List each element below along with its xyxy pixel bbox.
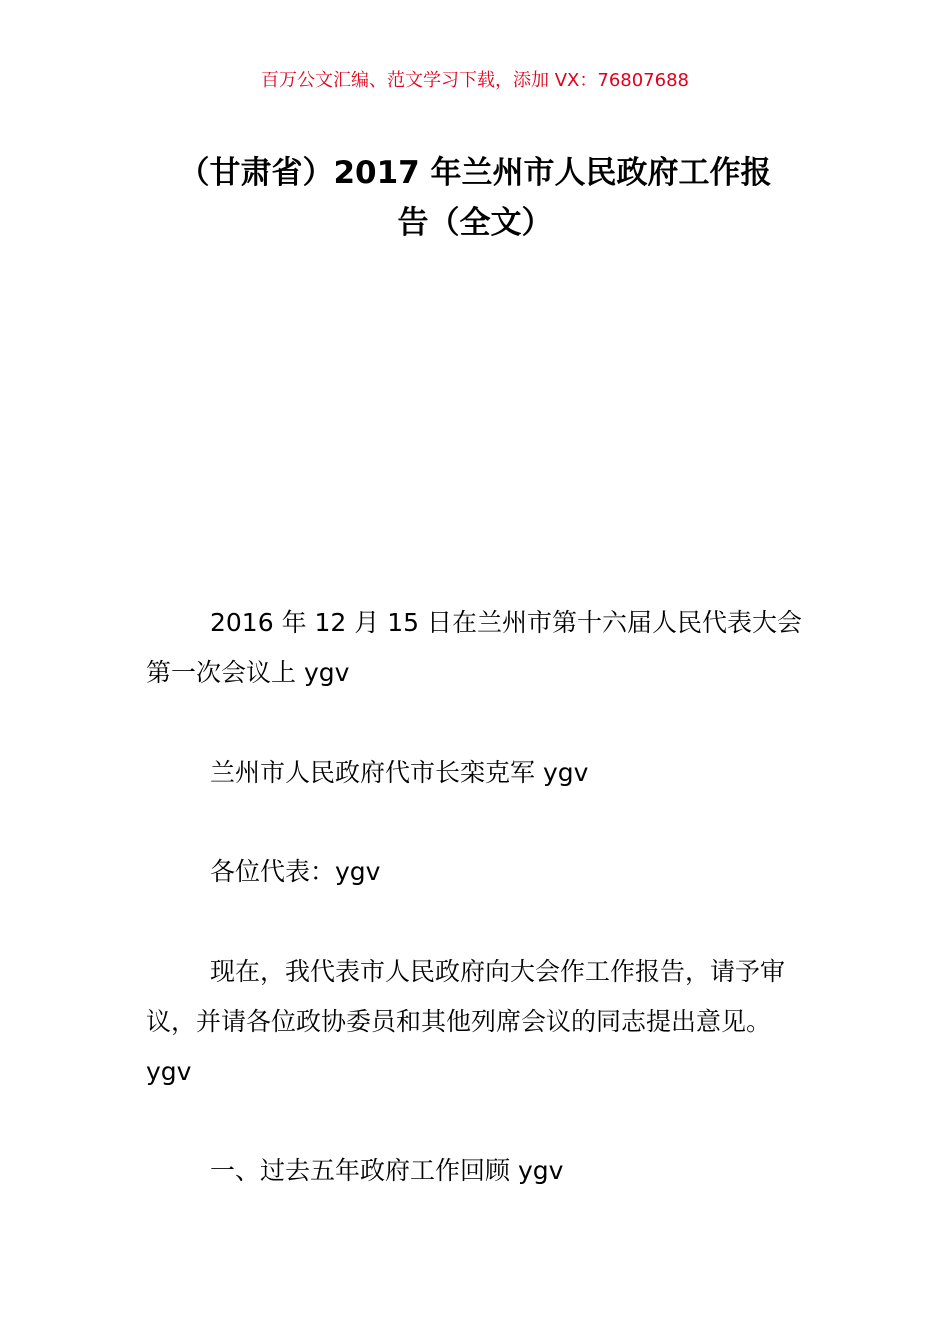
title-line-1: （甘肃省）2017 年兰州市人民政府工作报 [178,155,772,191]
paragraph-text: 兰州市人民政府代市长栾克军 ygv [210,758,589,787]
title-line-2: 告（全文） [397,205,553,241]
paragraph-text: 现在，我代表市人民政府向大会作工作报告，请予审议，并请各位政协委员和其他列席会议的同志提出意见。ygv [146,957,786,1086]
paragraph-text: 2016 年 12 月 15 日在兰州市第十六届人民代表大会第一次会议上 ygv [146,608,802,687]
paragraph-meeting-date [146,598,814,698]
paragraph-intro [146,947,814,1097]
paragraph-speaker [146,748,814,798]
section-heading-review [146,1146,814,1196]
document-title [140,148,810,248]
paragraph-salutation [146,847,814,897]
promo-header: 百万公文汇编、范文学习下载，添加 VX：76807688 [261,70,689,91]
paragraph-text: 一、过去五年政府工作回顾 ygv [210,1156,564,1185]
paragraph-text: 各位代表：ygv [210,857,381,886]
